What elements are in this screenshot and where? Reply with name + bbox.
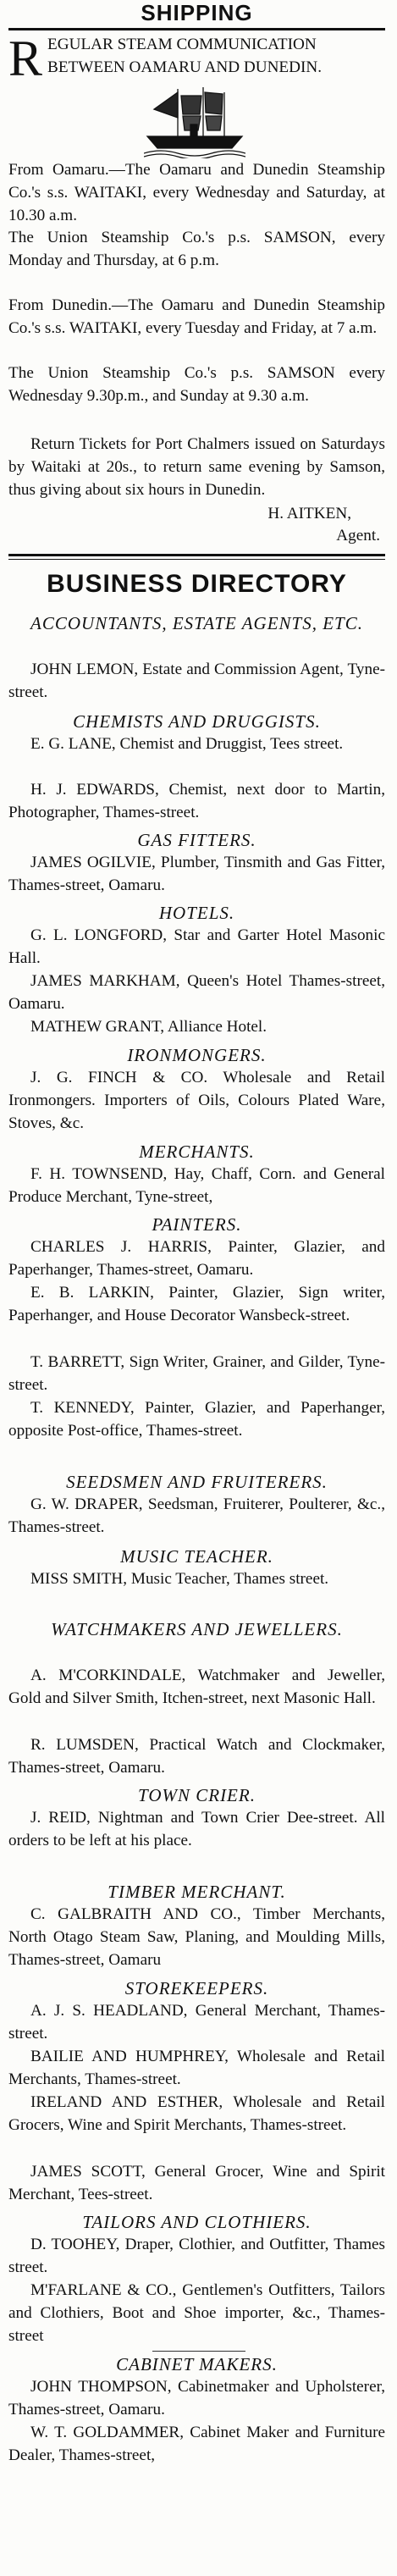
entry-painters-1: CHARLES J. HARRIS, Painter, Glazier, and Paperhanger, Thames-street, Oamaru.	[8, 1238, 385, 1279]
entry-chemists-2: H. J. EDWARDS, Chemist, next door to Martin, Photographer, Thames-street.	[8, 781, 385, 821]
category-gas-fitters: GAS FITTERS.	[137, 830, 256, 850]
route-from-oamaru-waitaki: From Oamaru.—The Oamaru and Dunedin Steamship Co.'s s.s. WAITAKI, every Wednesday and Saturday, at 10.30 a.m.	[8, 161, 385, 224]
category-storekeepers: STOREKEEPERS.	[124, 1978, 269, 1998]
dropcap-letter: R	[8, 30, 43, 86]
entry-merchants-1: F. H. TOWNSEND, Hay, Chaff, Corn. and General Produce Merchant, Tyne-street,	[8, 1165, 385, 1206]
route-from-dunedin-samson: The Union Steamship Co.'s p.s. SAMSON every Wednesday 9.30p.m., and Sunday at 9.30 a.m.	[8, 364, 385, 405]
category-hotels: HOTELS.	[158, 903, 235, 923]
entry-music-teacher-1: MISS SMITH, Music Teacher, Thames street.	[30, 1570, 329, 1588]
entry-painters-3: T. BARRETT, Sign Writer, Grainer, and Gilder, Tyne-street.	[8, 1353, 385, 1394]
entry-seedsmen-1: G. W. DRAPER, Seedsman, Fruiterer, Poulterer, &c., Thames-street.	[8, 1495, 385, 1536]
category-tailors: TAILORS AND CLOTHIERS.	[82, 2212, 312, 2232]
entry-storekeepers-1: A. J. S. HEADLAND, General Merchant, Thames-street.	[8, 2002, 385, 2043]
signature-name: H. AITKEN,	[267, 505, 351, 522]
category-watchmakers: WATCHMAKERS AND JEWELLERS.	[51, 1619, 343, 1639]
directory-headline: BUSINESS DIRECTORY	[47, 570, 347, 598]
signature-title: Agent.	[336, 527, 380, 544]
category-merchants: MERCHANTS.	[139, 1142, 255, 1162]
category-separator	[152, 2351, 245, 2352]
entry-painters-4: T. KENNEDY, Painter, Glazier, and Paperhanger, opposite Post-office, Thames-street.	[8, 1399, 385, 1440]
category-chemists: CHEMISTS AND DRUGGISTS.	[73, 711, 321, 732]
return-tickets-note: Return Tickets for Port Chalmers issued on Saturdays by Waitaki at 20s., to return same evening by Samson, thus giving about six hours in Dunedin.	[8, 435, 385, 499]
shipping-headline: SHIPPING	[141, 0, 253, 25]
entry-tailors-2: M'FARLANE & CO., Gentlemen's Outfitters, Tailors and Clothiers, Boot and Shoe importer, &c., Thames-street	[8, 2281, 385, 2345]
shipping-rule	[8, 28, 385, 30]
steamship-illustration	[144, 84, 245, 158]
entry-watchmakers-2: R. LUMSDEN, Practical Watch and Clockmaker, Thames-street, Oamaru.	[8, 1736, 385, 1777]
route-from-oamaru-samson: The Union Steamship Co.'s p.s. SAMSON, every Monday and Thursday, at 6 p.m.	[8, 229, 385, 269]
entry-watchmakers-1: A. M'CORKINDALE, Watchmaker and Jeweller, Gold and Silver Smith, Itchen-street, next Masonic Hall.	[8, 1667, 385, 1707]
category-ironmongers: IRONMONGERS.	[127, 1045, 267, 1065]
entry-chemists-1: E. G. LANE, Chemist and Druggist, Tees street.	[30, 735, 344, 753]
entry-hotels-1: G. L. LONGFORD, Star and Garter Hotel Masonic Hall.	[8, 926, 385, 967]
entry-storekeepers-4: JAMES SCOTT, General Grocer, Wine and Spirit Merchant, Tees-street.	[8, 2163, 385, 2203]
entry-hotels-2: JAMES MARKHAM, Queen's Hotel Thames-street, Oamaru.	[8, 972, 385, 1013]
entry-cabinet-makers-2: W. T. GOLDAMMER, Cabinet Maker and Furniture Dealer, Thames-street,	[8, 2424, 385, 2464]
category-painters: PAINTERS.	[152, 1214, 242, 1235]
category-music-teacher: MUSIC TEACHER.	[120, 1546, 273, 1567]
entry-storekeepers-3: IRELAND AND ESTHER, Wholesale and Retail Grocers, Wine and Spirit Merchants, Thames-street.	[8, 2093, 385, 2134]
entry-ironmongers-1: J. G. FINCH & CO. Wholesale and Retail Ironmongers. Importers of Oils, Colours Plated Ware, Stoves, &c.	[8, 1069, 385, 1132]
route-from-dunedin-waitaki: From Dunedin.—The Oamaru and Dunedin Steamship Co.'s s.s. WAITAKI, every Tuesday and Friday, at 7 a.m.	[8, 296, 385, 337]
category-town-crier: TOWN CRIER.	[138, 1785, 256, 1805]
entry-hotels-3: MATHEW GRANT, Alliance Hotel.	[30, 1018, 267, 1036]
entry-cabinet-makers-1: JOHN THOMPSON, Cabinetmaker and Upholsterer, Thames-street, Oamaru.	[8, 2378, 385, 2418]
entry-gas-fitters-1: JAMES OGILVIE, Plumber, Tinsmith and Gas Fitter, Thames-street, Oamaru.	[8, 854, 385, 894]
entry-storekeepers-2: BAILIE AND HUMPHREY, Wholesale and Retail Merchants, Thames-street.	[8, 2048, 385, 2088]
section-rule-bottom	[8, 559, 385, 560]
category-accountants: ACCOUNTANTS, ESTATE AGENTS, ETC.	[30, 613, 363, 633]
shipping-notice-title	[8, 30, 385, 86]
entry-tailors-1: D. TOOHEY, Draper, Clothier, and Outfitter, Thames street.	[8, 2236, 385, 2276]
category-timber-merchant: TIMBER MERCHANT.	[108, 1882, 286, 1902]
category-seedsmen: SEEDSMEN AND FRUITERERS.	[66, 1472, 328, 1492]
section-rule-top	[8, 554, 385, 556]
entry-painters-2: E. B. LARKIN, Painter, Glazier, Sign writer, Paperhanger, and House Decorator Wansbeck-street.	[8, 1284, 385, 1324]
entry-town-crier-1: J. REID, Nightman and Town Crier Dee-street. All orders to be left at his place.	[8, 1809, 385, 1849]
entry-timber-merchant-1: C. GALBRAITH AND CO., Timber Merchants, North Otago Steam Saw, Planing, and Moulding Mills, Thames-street, Oamaru	[8, 1905, 385, 1969]
category-cabinet-makers: CABINET MAKERS.	[116, 2354, 278, 2374]
notice-title-text: EGULAR STEAM COMMUNICATION BETWEEN OAMARU AND DUNEDIN.	[47, 36, 323, 76]
entry-accountants-1: JOHN LEMON, Estate and Commission Agent, Tyne-street.	[8, 661, 385, 701]
